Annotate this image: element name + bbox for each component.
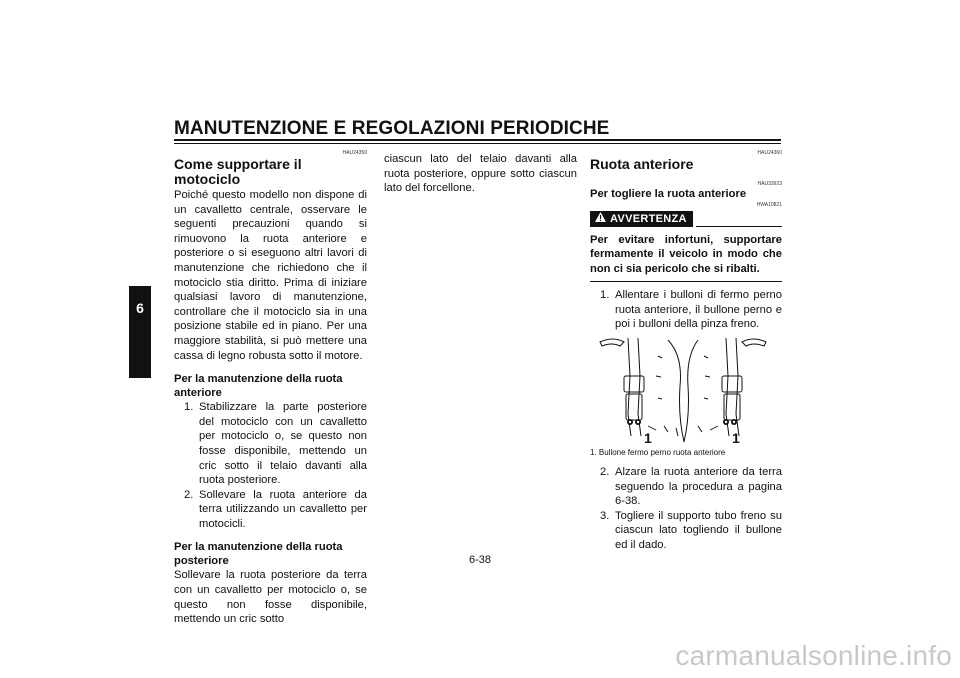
fork-drawing: [598, 336, 768, 446]
page-header: MANUTENZIONE E REGOLAZIONI PERIODICHE: [174, 118, 610, 139]
subsection-code: HAU33923: [757, 181, 782, 187]
section-title: Ruota anteriore: [590, 156, 694, 172]
front-steps: [174, 400, 367, 531]
section-title: Come supportare il motociclo: [174, 156, 302, 187]
list-item: 2. Sollevare la ruota anteriore da terra utilizzando un cavalletto per motocicli.: [184, 488, 367, 530]
header-rule: [174, 139, 781, 141]
warning-end-rule: [590, 281, 782, 282]
rear-paragraph: Sollevare la ruota posteriore da terra con un cavalletto per motociclo o, se questo non fosse disponibile, mettendo un cric sotto: [174, 569, 367, 626]
steps-list-b: [590, 465, 782, 553]
page-number: 6-38: [468, 554, 492, 566]
warning-text: Per evitare infortuni, supportare fermamente il veicolo in modo che non ci sia pericolo che si ribalti.: [590, 233, 782, 275]
subsection-title: Per togliere la ruota anteriore: [590, 188, 747, 200]
steps-list-a: [590, 288, 782, 332]
list-item: 3. Togliere il supporto tubo freno su ciascun lato togliendo il bullone ed il dado.: [600, 509, 782, 552]
continuation-paragraph: ciascun lato del telaio davanti alla ruota posteriore, oppure sotto ciascun lato del forcellone.: [384, 153, 577, 195]
chapter-tab: 6: [129, 286, 151, 378]
figure-label-right: 1: [732, 430, 740, 447]
column-3: [590, 150, 782, 553]
front-wheel-heading: Per la manutenzione della ruota anteriore: [174, 373, 343, 399]
intro-paragraph: Poiché questo modello non dispone di un cavalletto centrale, osservare le seguenti precauzioni quando si rimuovono la ruota anteriore e posteriore o si eseguono altri lavori di manutenzione che richiedono che il motociclo stia diritto. Prima di iniziare qualsiasi lavoro di manutenzione, controllare che il motociclo sia in una posizione stabile ed in piano. Per una maggiore stabilità, si può mettere una cassa di legno robusta sotto il motore.: [174, 189, 367, 362]
warning-icon: [595, 211, 606, 227]
figure-label-left: 1: [644, 430, 652, 447]
warning-badge: AVVERTENZA: [590, 211, 693, 227]
warning-header: [590, 209, 782, 233]
warning-code: HWA10821: [756, 201, 782, 208]
rear-wheel-heading: Per la manutenzione della ruota posteriore: [174, 541, 343, 567]
figure-caption: 1. Bullone fermo perno ruota anteriore: [590, 448, 726, 458]
list-item: 2. Alzare la ruota anteriore da terra seguendo la procedura a pagina 6-38.: [600, 466, 782, 508]
list-item: 1. Stabilizzare la parte posteriore del motociclo con un cavalletto per motociclo o, se questo non fosse disponibile, mettendo un cric sotto il telaio davanti alla ruota posteriore.: [184, 401, 367, 487]
column-2: [384, 152, 577, 196]
list-item: 1. Allentare i bulloni di fermo perno ruota anteriore, il bullone perno e poi i bulloni della pinza freno.: [600, 289, 782, 331]
warning-rule: [696, 226, 782, 227]
watermark: carmanualsonline.info: [675, 640, 952, 671]
section-code: HAU24360: [757, 150, 782, 156]
header-rule-thin: [174, 143, 781, 144]
section-code: HAU24350: [342, 150, 367, 156]
front-wheel-illustration: [598, 336, 768, 446]
